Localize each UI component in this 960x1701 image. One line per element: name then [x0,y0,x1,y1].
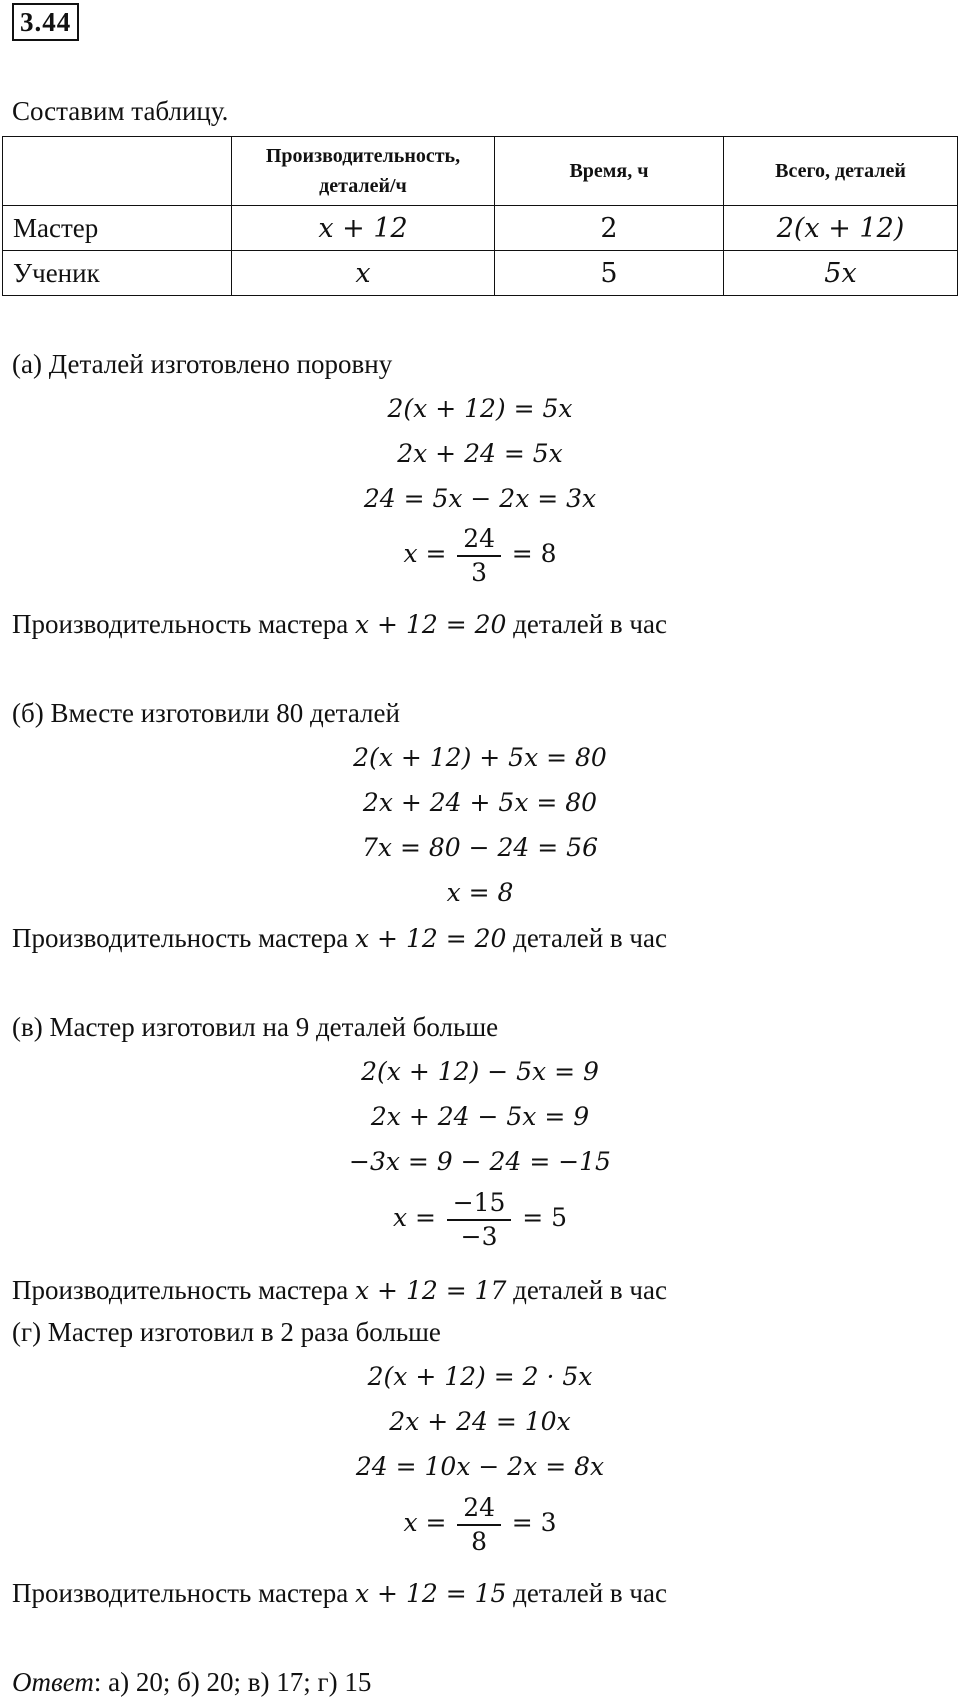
fraction-lhs: x = [403,539,447,569]
row-label: Мастер [3,206,232,251]
fraction-lhs: x = [392,1203,436,1233]
answer-label: Ответ [12,1667,94,1697]
header-productivity [232,137,495,206]
fraction-rhs: = 3 [511,1508,557,1538]
cell-time: 2 [495,206,724,251]
fraction-denominator: 8 [471,1527,488,1556]
fraction [457,523,501,589]
part-d-equation: 2x + 24 = 10x [389,1407,571,1436]
header-productivity-line2: деталей/ч [319,175,407,197]
part-b-equation: x = 8 [446,878,514,907]
fraction-numerator: 24 [457,1492,501,1526]
header-time: Время, ч [495,137,724,206]
part-a-result [12,608,667,641]
header-empty [3,137,232,206]
part-a-fraction-equation [0,523,960,589]
result-expression: x + 12 = 20 [355,610,507,639]
result-suffix: деталей в час [506,609,667,639]
part-b-equation: 2x + 24 + 5x = 80 [362,788,598,817]
cell-total: 2(x + 12) [724,206,958,251]
result-prefix: Производительность мастера [12,1275,356,1305]
part-c-title: (в) Мастер изготовил на 9 деталей больше [12,1012,499,1042]
part-c-equation: −3x = 9 − 24 = −15 [349,1147,611,1176]
problem-number: 3.44 [12,3,79,41]
cell-productivity: x [232,251,495,296]
result-expression: x + 12 = 17 [355,1276,507,1305]
part-a-equation: 2x + 24 = 5x [397,439,563,468]
table-row [3,206,958,251]
row-label: Ученик [3,251,232,296]
part-c-result [12,1274,667,1307]
table-header-row [3,137,958,206]
table-row [3,251,958,296]
fraction-lhs: x = [403,1508,447,1538]
fraction [447,1187,512,1253]
answer-text: : а) 20; б) 20; в) 17; г) 15 [93,1667,372,1697]
result-suffix: деталей в час [506,1578,667,1608]
cell-productivity: x + 12 [232,206,495,251]
part-c-fraction-equation [0,1187,960,1253]
cell-time: 5 [495,251,724,296]
part-d-equation: 24 = 10x − 2x = 8x [355,1452,605,1481]
result-prefix: Производительность мастера [12,609,356,639]
result-prefix: Производительность мастера [12,923,356,953]
part-d-fraction-equation [0,1492,960,1558]
part-c-equation: 2(x + 12) − 5x = 9 [361,1057,599,1086]
fraction-denominator: −3 [460,1222,498,1251]
part-d-equation: 2(x + 12) = 2 · 5x [367,1362,593,1391]
fraction-rhs: = 8 [511,539,557,569]
part-c-equation: 2x + 24 − 5x = 9 [370,1102,590,1131]
part-d-result [12,1577,667,1610]
intro-text: Составим таблицу. [12,96,229,126]
part-a-equation: 2(x + 12) = 5x [387,394,573,423]
part-b-equation: 2(x + 12) + 5x = 80 [353,743,607,772]
result-suffix: деталей в час [506,1275,667,1305]
result-expression: x + 12 = 15 [355,1579,507,1608]
header-total: Всего, деталей [724,137,958,206]
answer-line [12,1666,371,1698]
data-table [2,136,958,296]
part-a-equation: 24 = 5x − 2x = 3x [363,484,597,513]
header-productivity-line1: Производительность, [265,145,461,167]
part-b-result [12,922,667,955]
result-prefix: Производительность мастера [12,1578,356,1608]
part-b-equation: 7x = 80 − 24 = 56 [362,833,598,862]
part-a-title: (а) Деталей изготовлено поровну [12,349,393,379]
cell-total: 5x [724,251,958,296]
part-d-title: (г) Мастер изготовил в 2 раза больше [12,1317,441,1347]
fraction-rhs: = 5 [522,1203,568,1233]
fraction [457,1492,501,1558]
fraction-numerator: −15 [447,1187,512,1221]
fraction-denominator: 3 [471,558,488,587]
part-b-title: (б) Вместе изготовили 80 деталей [12,698,400,728]
fraction-numerator: 24 [457,523,501,557]
result-expression: x + 12 = 20 [355,924,507,953]
result-suffix: деталей в час [506,923,667,953]
